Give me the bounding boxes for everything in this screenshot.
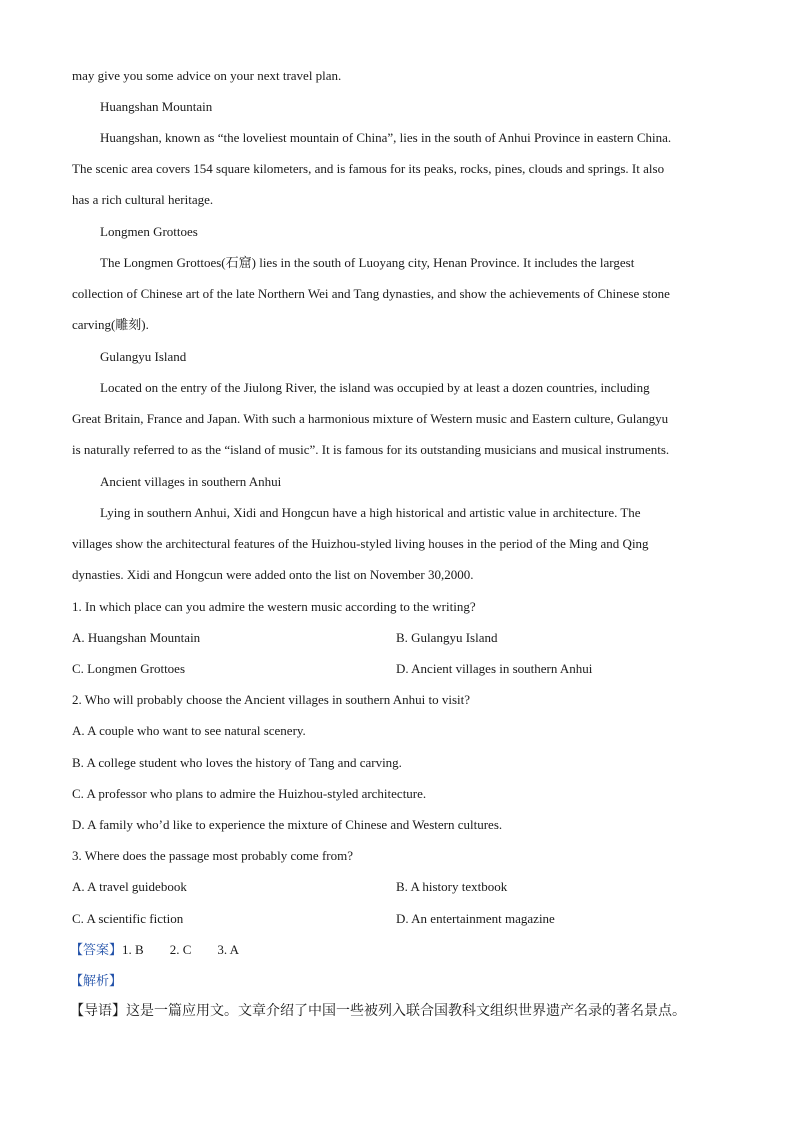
option-1b: B. Gulangyu Island	[396, 630, 498, 645]
passage-line: villages show the architectural features of the Huizhou-styled living houses in the period of the Ming and Qing	[72, 536, 649, 551]
answer-item: 2. C	[169, 942, 192, 957]
passage-line: Huangshan, known as “the loveliest mountain of China”, lies in the south of Anhui Province in eastern China.	[100, 130, 672, 145]
option-2b: B. A college student who loves the history of Tang and carving.	[72, 755, 402, 770]
section-heading-longmen: Longmen Grottoes	[100, 224, 198, 239]
guide-line	[70, 1004, 722, 1020]
passage-line: The scenic area covers 154 square kilometers, and is famous for its peaks, rocks, pines, clouds and springs. It also	[72, 161, 665, 176]
section-heading-gulangyu: Gulangyu Island	[100, 349, 187, 364]
passage-line: carving(雕刻).	[72, 317, 149, 332]
option-3d: D. An entertainment magazine	[396, 911, 555, 926]
option-1c: C. Longmen Grottoes	[72, 661, 186, 676]
option-2a: A. A couple who want to see natural scenery.	[72, 723, 306, 738]
option-3c: C. A scientific fiction	[72, 911, 184, 926]
passage-line: Great Britain, France and Japan. With such a harmonious mixture of Western music and Eastern culture, Gulangyu	[72, 411, 669, 426]
section-heading-huangshan: Huangshan Mountain	[100, 99, 213, 114]
option-2d: D. A family who’d like to experience the mixture of Chinese and Western cultures.	[72, 817, 503, 832]
answer-line	[70, 942, 722, 958]
answer-label: 【答案】	[70, 942, 123, 957]
question-stem-3: 3. Where does the passage most probably come from?	[72, 848, 353, 863]
question-stem-2: 2. Who will probably choose the Ancient villages in southern Anhui to visit?	[72, 692, 471, 707]
question-stem-1: 1. In which place can you admire the western music according to the writing?	[72, 599, 476, 614]
passage-line: Lying in southern Anhui, Xidi and Hongcun have a high historical and artistic value in architecture. The	[100, 505, 641, 520]
passage-line: is naturally referred to as the “island of music”. It is famous for its outstanding musicians and musical instruments.	[72, 442, 670, 457]
analysis-label: 【解析】	[70, 973, 123, 988]
passage-line: collection of Chinese art of the late Northern Wei and Tang dynasties, and show the achievements of Chinese stone	[72, 286, 670, 301]
option-3b: B. A history textbook	[396, 879, 508, 894]
passage-line: The Longmen Grottoes(石窟) lies in the south of Luoyang city, Henan Province. It includes the largest	[100, 255, 635, 270]
passage-line: Located on the entry of the Jiulong River, the island was occupied by at least a dozen countries, including	[100, 380, 650, 395]
option-1d: D. Ancient villages in southern Anhui	[396, 661, 593, 676]
answer-item: 1. B	[122, 942, 144, 957]
guide-text: 这是一篇应用文。文章介绍了中国一些被列入联合国教科文组织世界遗产名录的著名景点。	[126, 1004, 686, 1019]
option-1a: A. Huangshan Mountain	[72, 630, 201, 645]
passage-line: has a rich cultural heritage.	[72, 192, 214, 207]
passage-intro-tail: may give you some advice on your next travel plan.	[72, 68, 342, 83]
section-heading-anhui-villages: Ancient villages in southern Anhui	[100, 474, 282, 489]
answer-item: 3. A	[217, 942, 240, 957]
guide-label: 【导语】	[70, 1004, 126, 1019]
option-2c: C. A professor who plans to admire the Huizhou-styled architecture.	[72, 786, 427, 801]
passage-line: dynasties. Xidi and Hongcun were added onto the list on November 30,2000.	[72, 567, 474, 582]
option-3a: A. A travel guidebook	[72, 879, 187, 894]
